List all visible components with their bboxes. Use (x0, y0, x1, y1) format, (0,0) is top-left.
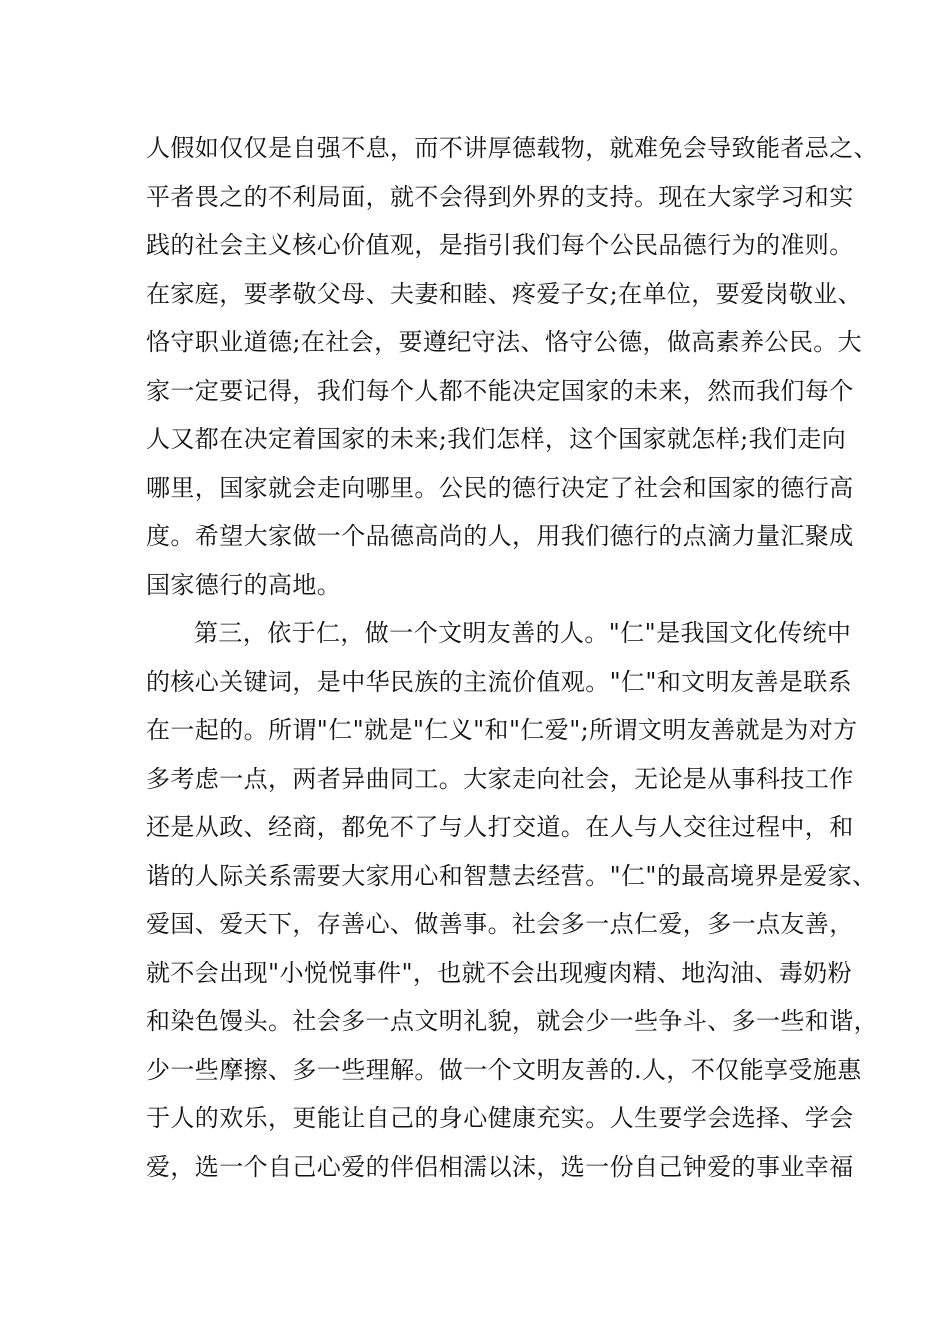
document-body (146, 124, 878, 1191)
text-line: 人又都在决定着国家的未来;我们怎样，这个国家就怎样;我们走向 (146, 425, 847, 453)
text-line: 多考虑一点，两者异曲同工。大家走向社会，无论是从事科技工作 (146, 764, 854, 793)
text-line: 爱，选一个自己心爱的伴侣相濡以沫，选一份自己钟爱的事业幸福 (146, 1152, 854, 1181)
text-line: 和染色馒头。社会多一点文明礼貌，就会少一些争斗、多一些和谐， (146, 1007, 878, 1035)
text-line: 在家庭，要孝敬父母、夫妻和睦、疼爱子女;在单位，要爱岗敬业、 (146, 279, 863, 308)
text-line: 国家德行的高地。 (146, 570, 342, 599)
text-line: 爱国、爱天下，存善心、做善事。社会多一点仁爱，多一点友善， (146, 910, 854, 938)
text-line: 就不会出现"小悦悦事件"，也就不会出现瘦肉精、地沟油、毒奶粉 (146, 958, 853, 987)
text-line: 践的社会主义核心价值观，是指引我们每个公民品德行为的准则。 (146, 231, 854, 259)
text-line: 恪守职业道德;在社会，要遵纪守法、恪守公德，做高素养公民。大 (146, 328, 863, 356)
text-line: 于人的欢乐，更能让自己的身心健康充实。人生要学会选择、学会 (146, 1104, 854, 1132)
text-line: 在一起的。所谓"仁"就是"仁义"和"仁爱";所谓文明友善就是为对方 (146, 716, 858, 744)
text-line: 平者畏之的不利局面，就不会得到外界的支持。现在大家学习和实 (146, 182, 854, 211)
text-line: 人假如仅仅是自强不息，而不讲厚德载物，就难免会导致能者忌之、 (146, 134, 878, 162)
text-line: 还是从政、经商，都免不了与人打交道。在人与人交往过程中，和 (146, 813, 854, 841)
paragraph-2 (146, 609, 878, 1191)
text-line: 度。希望大家做一个品德高尚的人，用我们德行的点滴力量汇聚成 (146, 522, 854, 550)
text-line: 谐的人际关系需要大家用心和智慧去经营。"仁"的最高境界是爱家、 (146, 861, 877, 890)
text-line: 第三，依于仁，做一个文明友善的人。"仁"是我国文化传统中 (194, 619, 852, 647)
text-line: 家一定要记得，我们每个人都不能决定国家的未来，然而我们每个 (146, 376, 854, 405)
paragraph-1 (146, 124, 878, 609)
text-line: 哪里，国家就会走向哪里。公民的德行决定了社会和国家的德行高 (146, 473, 854, 502)
text-line: 的核心关键词，是中华民族的主流价值观。"仁"和文明友善是联系 (146, 667, 853, 696)
text-line: 少一些摩擦、多一些理解。做一个文明友善的.人，不仅能享受施惠 (146, 1055, 862, 1084)
